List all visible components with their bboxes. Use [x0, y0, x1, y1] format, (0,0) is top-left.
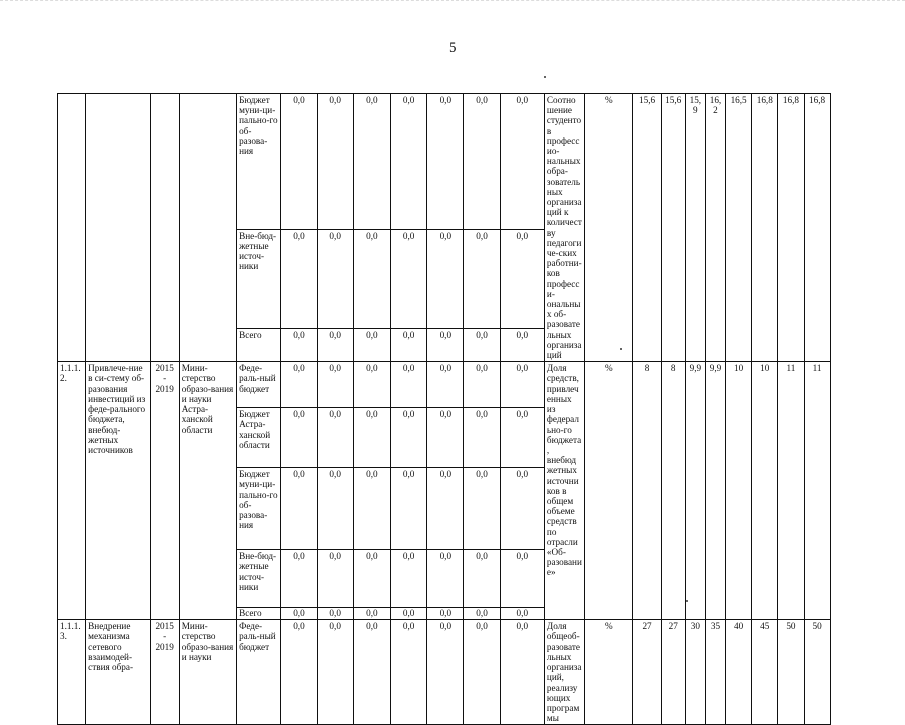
- value-cell: 0,0: [281, 362, 317, 408]
- value-cell: 0,0: [281, 229, 317, 328]
- name-cell: Привлече-ние в си-стему об-разования инвестиций из феде-рального бюджета, внебюд-жетных источников: [86, 362, 150, 620]
- source-label: Вне-бюд-жетные источ-ники: [237, 229, 281, 328]
- table-row: [58, 362, 857, 408]
- value-cell: 0,0: [391, 608, 427, 620]
- value-cell: 0,0: [391, 94, 427, 230]
- value-cell: 0,0: [281, 408, 317, 468]
- value-cell: 0,0: [281, 94, 317, 230]
- source-label: Феде-раль-ный бюджет: [237, 620, 281, 725]
- value-cell: 0,0: [391, 550, 427, 608]
- table-row: [58, 620, 857, 725]
- target-cell: 15,9: [685, 94, 705, 362]
- indicator-cell: Доля общеоб-разовательных организаций, реализующих программы: [544, 620, 584, 725]
- target-cell: 16,8: [752, 94, 778, 362]
- value-cell: 0,0: [353, 362, 390, 408]
- target-cell: 10: [726, 362, 752, 620]
- value-cell: 0,0: [464, 229, 500, 328]
- value-cell: 0,0: [500, 229, 544, 328]
- value-cell: 0,0: [391, 408, 427, 468]
- target-cell: 40: [726, 620, 752, 725]
- source-label: Всего: [237, 608, 281, 620]
- value-cell: 0,0: [464, 362, 500, 408]
- value-cell: 0,0: [427, 229, 464, 328]
- target-cell: 16,2: [705, 94, 725, 362]
- target-cell: 27: [633, 620, 661, 725]
- page-number: 5: [449, 40, 457, 56]
- executor-cell: Мини-стерство образо-вания и науки Астра-ханской области: [179, 362, 236, 620]
- source-label: Бюджет Астра-ханской области: [237, 408, 281, 468]
- period-cell: [150, 620, 179, 725]
- period-dash: -: [163, 631, 167, 642]
- target-cell: 8: [633, 362, 661, 620]
- value-cell: 0,0: [500, 94, 544, 230]
- value-cell: 0,0: [464, 550, 500, 608]
- value-cell: 0,0: [500, 608, 544, 620]
- scan-artifact: [0, 0, 905, 11]
- period-start: 2015: [155, 363, 174, 374]
- value-cell: 0,0: [317, 329, 353, 362]
- executor-cell: Мини-стерство образо-вания и науки: [179, 620, 236, 725]
- value-cell: 0,0: [281, 620, 317, 725]
- target-cell: 16,8: [804, 94, 830, 362]
- value-cell: 0,0: [500, 620, 544, 725]
- value-cell: 0,0: [317, 608, 353, 620]
- target-cell: 15,6: [661, 94, 685, 362]
- code-cell: 1.1.1.2.: [58, 362, 86, 620]
- value-cell: 0,0: [427, 468, 464, 550]
- target-cell: 50: [804, 620, 830, 725]
- value-cell: 0,0: [500, 408, 544, 468]
- target-cell: 11: [804, 362, 830, 620]
- value-cell: 0,0: [427, 94, 464, 230]
- value-cell: 0,0: [317, 362, 353, 408]
- value-cell: 0,0: [281, 550, 317, 608]
- table-row: [58, 94, 857, 230]
- value-cell: 0,0: [317, 550, 353, 608]
- value-cell: 0,0: [353, 608, 390, 620]
- value-cell: 0,0: [317, 94, 353, 230]
- period-dash: -: [163, 373, 167, 384]
- value-cell: 0,0: [500, 550, 544, 608]
- value-cell: 0,0: [427, 620, 464, 725]
- value-cell: 0,0: [281, 329, 317, 362]
- indicator-cell: Доля средств, привлеченных из федерально-го бюджета, внебюджетных источников в общем объеме средств по отрасли «Об-разование»: [544, 362, 584, 620]
- period-cell: [150, 362, 179, 620]
- value-cell: 0,0: [427, 550, 464, 608]
- value-cell: 0,0: [353, 329, 390, 362]
- value-cell: 0,0: [464, 608, 500, 620]
- unit-cell: %: [585, 620, 633, 725]
- source-label: Феде-раль-ный бюджет: [237, 362, 281, 408]
- value-cell: 0,0: [281, 608, 317, 620]
- value-cell: 0,0: [391, 620, 427, 725]
- target-cell: 16,5: [726, 94, 752, 362]
- value-cell: 0,0: [464, 468, 500, 550]
- target-cell: 11: [778, 362, 804, 620]
- value-cell: 0,0: [427, 362, 464, 408]
- source-label: Всего: [237, 329, 281, 362]
- target-cell: 16,8: [778, 94, 804, 362]
- value-cell: 0,0: [317, 408, 353, 468]
- period-cell: [150, 94, 179, 362]
- target-cell: 35: [705, 620, 725, 725]
- target-cell: 45: [752, 620, 778, 725]
- value-cell: 0,0: [353, 94, 390, 230]
- target-cell: 30: [685, 620, 705, 725]
- target-cell: 27: [661, 620, 685, 725]
- target-cell: 50: [778, 620, 804, 725]
- value-cell: 0,0: [464, 620, 500, 725]
- value-cell: 0,0: [500, 468, 544, 550]
- period-start: 2015: [155, 621, 174, 632]
- value-cell: 0,0: [317, 620, 353, 725]
- value-cell: 0,0: [353, 229, 390, 328]
- target-cell: 9,9: [685, 362, 705, 620]
- target-cell: 10: [752, 362, 778, 620]
- value-cell: 0,0: [391, 468, 427, 550]
- value-cell: 0,0: [464, 408, 500, 468]
- value-cell: 0,0: [391, 329, 427, 362]
- value-cell: 0,0: [500, 362, 544, 408]
- value-cell: 0,0: [353, 408, 390, 468]
- value-cell: 0,0: [464, 94, 500, 230]
- name-cell: Внедрение механизма сетевого взаимодей-ствия обра-: [86, 620, 150, 725]
- value-cell: 0,0: [317, 229, 353, 328]
- value-cell: 0,0: [353, 468, 390, 550]
- executor-cell: [179, 94, 236, 362]
- source-label: Бюджет муни-ци-пально-го об-разова-ния: [237, 468, 281, 550]
- value-cell: 0,0: [391, 362, 427, 408]
- value-cell: 0,0: [427, 408, 464, 468]
- name-cell: [86, 94, 150, 362]
- scan-speck: [544, 76, 546, 78]
- value-cell: 0,0: [464, 329, 500, 362]
- indicator-cell: Соотношение студентов профессио-нальных обра-зовательных организаций к количеству педагогиче-ских работни-ков професси-ональных об-разовательных организаций: [544, 94, 584, 362]
- code-cell: [58, 94, 86, 362]
- budget-table: [57, 93, 857, 725]
- code-cell: 1.1.1.3.: [58, 620, 86, 725]
- value-cell: 0,0: [317, 468, 353, 550]
- value-cell: 0,0: [281, 468, 317, 550]
- target-cell: 15,6: [633, 94, 661, 362]
- period-end: 2019: [155, 383, 174, 394]
- target-cell: 9,9: [705, 362, 725, 620]
- source-label: Вне-бюд-жетные источ-ники: [237, 550, 281, 608]
- value-cell: 0,0: [353, 620, 390, 725]
- unit-cell: %: [585, 362, 633, 620]
- value-cell: 0,0: [427, 329, 464, 362]
- unit-cell: %: [585, 94, 633, 362]
- value-cell: 0,0: [353, 550, 390, 608]
- value-cell: 0,0: [391, 229, 427, 328]
- value-cell: 0,0: [500, 329, 544, 362]
- value-cell: 0,0: [427, 608, 464, 620]
- source-label: Бюджет муни-ци-пально-го об-разова-ния: [237, 94, 281, 230]
- target-cell: 8: [661, 362, 685, 620]
- period-end: 2019: [155, 641, 174, 652]
